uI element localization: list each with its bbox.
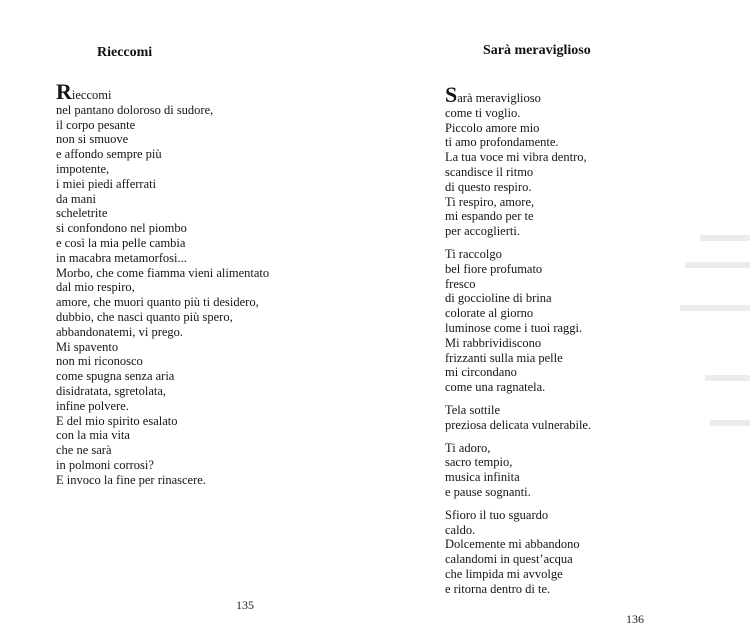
bleed-through-mark [710, 420, 750, 426]
stanza [445, 441, 591, 500]
poem-first-line [56, 79, 269, 104]
poem-line: nel pantano doloroso di sudore, [56, 102, 214, 117]
poem-line: Mi spavento [56, 339, 119, 354]
poem-line: scandisce il ritmo [445, 164, 534, 179]
poem-line: frizzanti sulla mia pelle [445, 350, 563, 365]
poem-line: Sfioro il tuo sguardo [445, 507, 549, 522]
stanza [445, 403, 591, 433]
stanza [445, 82, 591, 195]
poem-line: infine polvere. [56, 398, 129, 413]
poem-line: e pause sognanti. [445, 484, 531, 499]
poem-line: che limpida mi avvolge [445, 566, 563, 581]
poem-line: Ti raccolgo [445, 246, 502, 261]
poem-line: Ti adoro, [445, 440, 491, 455]
poem-line: luminose come i tuoi raggi. [445, 320, 583, 335]
poem-line: si confondono nel piombo [56, 221, 187, 236]
bleed-through-mark [700, 235, 750, 241]
poem-line: Tela sottile [445, 402, 501, 417]
page-number: 135 [236, 598, 254, 612]
poem-line: non si smuove [56, 132, 129, 147]
poem-line: come spugna senza aria [56, 369, 175, 384]
poem-line: scheletrite [56, 206, 108, 221]
poem-line: come una ragnatela. [445, 380, 546, 395]
poem-line: Ti respiro, amore, [445, 194, 535, 209]
bleed-through-mark [705, 375, 750, 381]
poem-first-line [445, 82, 591, 107]
right-page [380, 0, 753, 644]
poem-line: con la mia vita [56, 428, 130, 443]
poem-lines [56, 103, 269, 488]
bleed-through-mark [685, 262, 750, 268]
poem-line: Piccolo amore mio [445, 120, 540, 135]
first-line-text: arà meraviglioso [457, 91, 541, 105]
poem-line: e ritorna dentro di te. [445, 581, 551, 596]
poem-line: fresco [445, 276, 476, 291]
poem-line: preziosa delicata vulnerabile. [445, 417, 592, 432]
poem-line: impotente, [56, 161, 110, 176]
poem-line: non mi riconosco [56, 354, 143, 369]
poem-line: che ne sarà [56, 443, 112, 458]
poem-line: Dolcemente mi abbandono [445, 537, 580, 552]
bleed-through-mark [680, 305, 750, 311]
poem-line: colorate al giorno [445, 306, 534, 321]
poem-line: calandomi in quest’acqua [445, 552, 573, 567]
first-line-text: ieccomi [71, 88, 112, 102]
stanza [445, 508, 591, 597]
poem-line: sacro tempio, [445, 455, 513, 470]
poem-line: in macabra metamorfosi... [56, 250, 187, 265]
poem-line: mi espando per te [445, 209, 534, 224]
stanza [445, 195, 591, 239]
poem-line: il corpo pesante [56, 117, 136, 132]
poem-line: E invoco la fine per rinascere. [56, 472, 206, 487]
poem-line: e affondo sempre più [56, 147, 162, 162]
poem-line: e così la mia pelle cambia [56, 235, 186, 250]
poem-line: disidratata, sgretolata, [56, 383, 167, 398]
poem-line: Mi rabbrividiscono [445, 335, 542, 350]
poem-line: di questo respiro. [445, 179, 532, 194]
poem-line: amore, che muori quanto più ti desidero, [56, 295, 259, 310]
stanza-lines [445, 106, 591, 195]
poem-line: dubbio, che nasci quanto più spero, [56, 309, 233, 324]
poem-body [56, 79, 270, 488]
stanza [445, 247, 591, 395]
poem-line: dal mio respiro, [56, 280, 135, 295]
poem-line: musica infinita [445, 470, 520, 485]
poem-line: come ti voglio. [445, 105, 521, 120]
poem-line: E del mio spirito esalato [56, 413, 178, 428]
poem-line: bel fiore profumato [445, 261, 543, 276]
poem-line: di goccioline di brina [445, 291, 552, 306]
poem-line: Morbo, che come fiamma vieni alimentato [56, 265, 270, 280]
poem-line: i miei piedi afferrati [56, 176, 157, 191]
stanza-list [445, 195, 591, 597]
poem-line: in polmoni corrosi? [56, 457, 154, 472]
poem-line: abbandonatemi, vi prego. [56, 324, 184, 339]
poem-line: mi circondano [445, 365, 517, 380]
poem-line: ti amo profondamente. [445, 135, 559, 150]
drop-cap: S [445, 82, 458, 107]
poem-line: La tua voce mi vibra dentro, [445, 150, 587, 165]
poem-body [445, 82, 592, 597]
poem-line: da mani [56, 191, 96, 206]
poem-line: caldo. [445, 522, 476, 537]
page-number: 136 [626, 612, 644, 626]
poem-title: Rieccomi [97, 45, 153, 60]
poem-title: Sarà meraviglioso [483, 43, 591, 58]
drop-cap: R [56, 79, 72, 104]
poem-line: per accoglierti. [445, 224, 520, 239]
